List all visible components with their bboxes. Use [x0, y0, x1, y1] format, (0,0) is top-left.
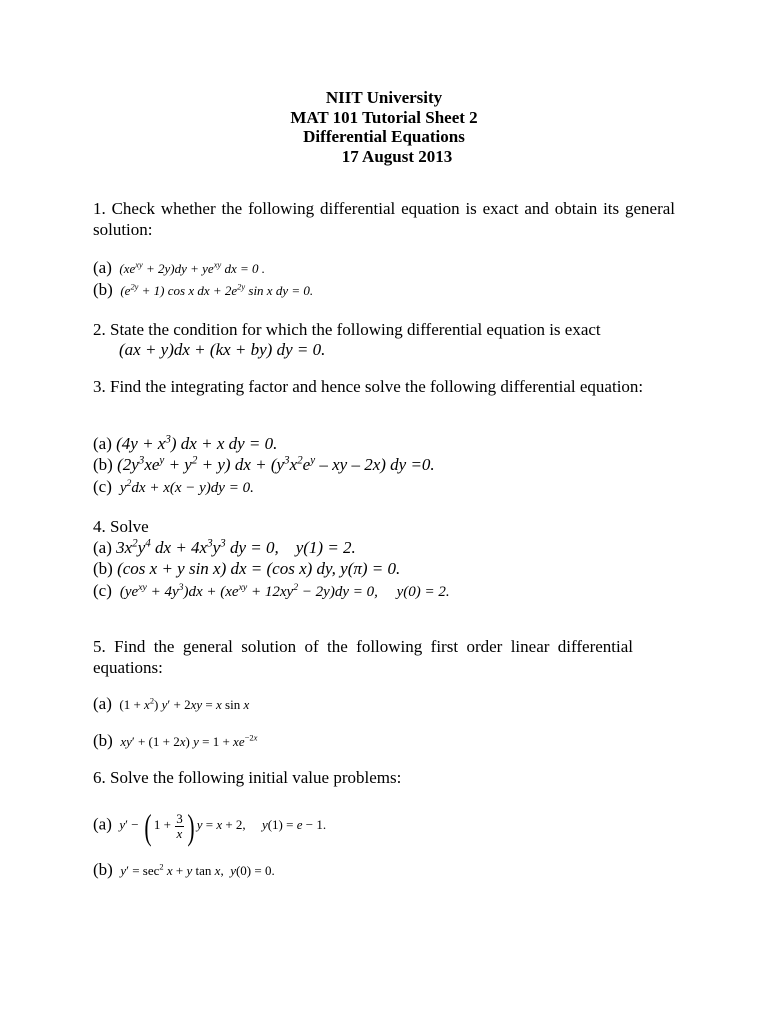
question-1a-label: (a)	[93, 258, 112, 277]
question-4c-equation: $(ye^{xy} + 4y^3)dx + (xe^{xy} + 12xy^2 - 2y)dy = 0$, y(0) = 2.	[116, 582, 450, 600]
question-3a-equation: $(4y + x^3)$ dx + x dy = 0.	[116, 433, 278, 453]
question-4a-equation: $3x^2y^4$ dx + $4x^3y^3$ dy = 0, y(1) = 2.	[116, 537, 356, 557]
question-1a	[93, 258, 265, 279]
question-4a-label: (a)	[93, 538, 112, 557]
question-3a	[93, 434, 277, 454]
question-4c-label: (c)	[93, 581, 112, 600]
question-6a-equation: y′ − ( 1 + $\frac{3}{x}$ ) y = x + 2, y(1) = e − 1.	[119, 806, 327, 847]
question-5b	[93, 731, 257, 752]
question-1-text: 1. Check whether the following differential equation is exact and obtain its general solution:	[93, 199, 675, 239]
subject-title: Differential Equations	[303, 127, 465, 146]
question-3c	[93, 477, 254, 498]
question-4-text: 4. Solve	[93, 517, 149, 536]
question-5-text: 5. Find the general solution of the following first order linear differential equations:	[93, 637, 633, 677]
question-2-equation: (ax + y)dx + (kx + by) dy = 0.	[119, 340, 326, 359]
question-1a-equation: $(xe^{xy} + 2y)dy + ye^{xy}$ dx = 0 .	[116, 259, 266, 276]
university-title: NIIT University	[325, 88, 443, 107]
question-3b-equation: $(2y^3xe^y + y^2 + y)$ dx + ($y^3x^2e^y$ – xy – 2x) dy =0.	[117, 454, 435, 474]
question-3b-label: (b)	[93, 455, 113, 474]
question-4b-equation: (cos x + y sin x) dx = (cos x) dy, y(π) = 0.	[117, 559, 401, 578]
question-6b-label: (b)	[93, 860, 113, 879]
question-6b	[93, 860, 275, 881]
question-6a	[93, 806, 327, 847]
question-3b	[93, 455, 435, 475]
question-5b-label: (b)	[93, 731, 113, 750]
question-3a-label: (a)	[93, 434, 112, 453]
question-6-text: 6. Solve the following initial value problems:	[93, 768, 402, 787]
question-1b	[93, 280, 313, 301]
question-5b-equation: xy′ + (1 + 2x) $y = 1 + xe^{-2x}$	[120, 732, 258, 749]
question-3c-equation: $y^2dx + x(x - y)dy = 0$.	[116, 478, 254, 496]
question-5a-label: (a)	[93, 694, 112, 713]
question-5a	[93, 694, 249, 715]
question-1b-equation: $(e^{2y} + 1)$ cos x dx + $2e^{2y}$ sin x dy = 0.	[117, 281, 314, 298]
date-line: 17 August 2013	[341, 147, 453, 166]
question-4c	[93, 581, 450, 602]
question-5a-equation: $(1 + x^2)$ y′ + 2xy = x sin x	[116, 695, 250, 712]
question-3-text: 3. Find the integrating factor and hence solve the following differential equation:	[93, 377, 644, 396]
question-6a-label: (a)	[93, 814, 112, 834]
question-4b-label: (b)	[93, 559, 113, 578]
question-4b	[93, 559, 400, 579]
question-1b-label: (b)	[93, 280, 113, 299]
question-3c-label: (c)	[93, 477, 112, 496]
sheet-title: MAT 101 Tutorial Sheet 2	[290, 108, 478, 127]
question-4a	[93, 538, 356, 558]
question-6b-equation: $y' = \sec^2 x + y$ tan x, y(0) = 0.	[120, 861, 275, 878]
question-2-text: 2. State the condition for which the following differential equation is exact	[93, 320, 601, 339]
